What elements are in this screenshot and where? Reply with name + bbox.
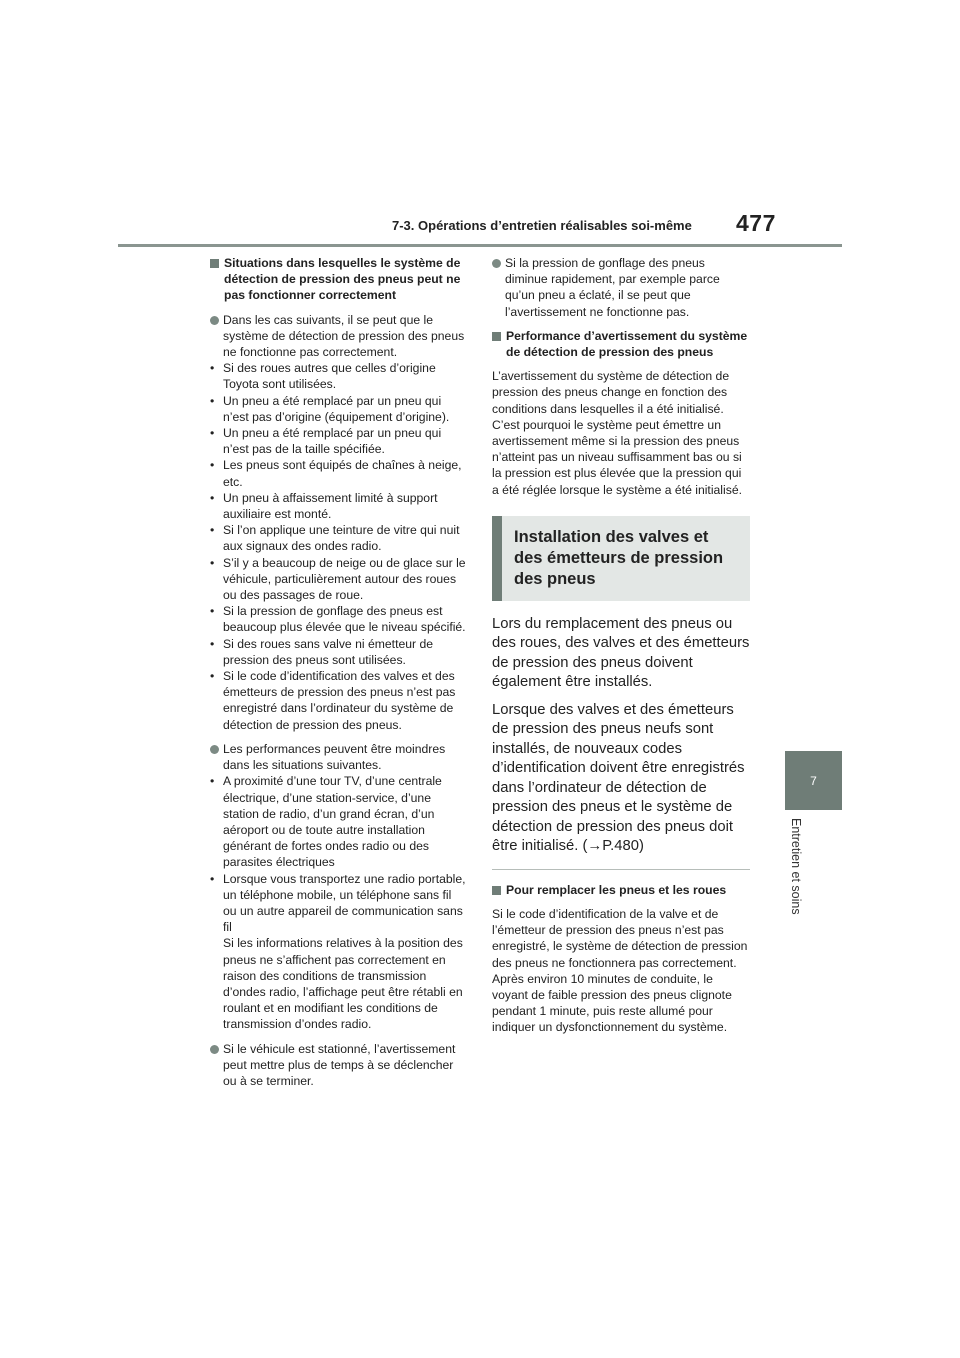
- chapter-label: Entretien et soins: [789, 818, 803, 915]
- left-column: [210, 255, 468, 1097]
- list-item-text: Si la pression de gonflage des pneus est beaucoup plus élevée que le niveau spécifié.: [223, 604, 466, 635]
- bullet-block: [210, 312, 468, 733]
- subsection-heading: [492, 882, 750, 898]
- list-item-text: Les pneus sont équipés de chaînes à neige, etc.: [223, 458, 462, 489]
- list-item: • S’il y a beaucoup de neige ou de glace sur le véhicule, particulièrement autour des roues ou des passages de roue.: [210, 555, 468, 604]
- list-item: • Lorsque vous transportez une radio portable, un téléphone mobile, un téléphone sans fil ou un autre appareil de communication sans fil: [210, 871, 468, 936]
- body-paragraph: Si le code d’identification de la valve et de l’émetteur de pression des pneus n’est pas enregistré, le système de détection de pression des pneus ne fonctionnera pas correctement. Après environ 10 minutes de conduite, le voyant de faible pression des pneus clignote pendant 1 minute, puis reste allumé pour indiquer un dysfonctionnement du système.: [492, 907, 748, 1035]
- list-item-text: S’il y a beaucoup de neige ou de glace sur le véhicule, particulièrement autour des roues ou des passages de roue.: [223, 555, 466, 603]
- heading-text: Situations dans lesquelles le système de détection de pression des pneus peut ne pas fonctionner correctement: [224, 256, 461, 303]
- bullet-paragraph: [210, 312, 468, 361]
- bullet-text: Dans les cas suivants, il se peut que le système de détection de pression des pneus ne fonctionne pas correctement.: [223, 312, 465, 360]
- heading-text: Pour remplacer les pneus et les roues: [506, 882, 727, 897]
- section-accent-bar: [492, 516, 502, 601]
- note-text: Si les informations relatives à la position des pneus ne s’affichent pas correctement en raison des conditions de transmission d’ondes radio, l’affichage peut être rétabli en roulant et en modifiant les conditions de transmission d’ondes radio.: [223, 936, 463, 1032]
- bullet-block: [210, 741, 468, 1033]
- section-heading-box: [492, 516, 750, 601]
- divider: [492, 869, 750, 870]
- body-paragraph-large: Lorsque des valves et des émetteurs de pression des pneus neufs sont installés, de nouveaux codes d’identification doivent être enregistrés dans l’ordinateur de détection de pression des pneus et le système de détection de pression des pneus doit être initialisé. (→P.480): [492, 701, 745, 855]
- header-rule: [118, 244, 842, 247]
- bullet-paragraph: [492, 255, 750, 320]
- list-item: • Un pneu a été remplacé par un pneu qui n’est pas d’origine (équipement d’origine).: [210, 393, 468, 425]
- square-bullet-icon: [492, 886, 501, 895]
- list-item: • Si l’on applique une teinture de vitre qui nuit aux signaux des ondes radio.: [210, 522, 468, 554]
- right-column: [492, 255, 750, 1044]
- square-bullet-icon: [210, 259, 219, 268]
- page-number: 477: [736, 210, 776, 236]
- square-bullet-icon: [492, 332, 501, 341]
- subsection-heading: [492, 328, 750, 360]
- list-item-text: Si des roues autres que celles d’origine Toyota sont utilisées.: [223, 361, 436, 392]
- list-item-text: Un pneu a été remplacé par un pneu qui n’est pas d’origine (équipement d’origine).: [223, 393, 450, 424]
- body-paragraph: L’avertissement du système de détection de pression des pneus change en fonction des conditions dans lesquelles il a été initialisé. C’est pourquoi le système peut émettre un avertissement même si la pression des pneus n’atteint pas un niveau suffisamment bas ou si la pression est plus élevée que la pression qui a été réglée lorsque le système a été initialisé.: [492, 369, 742, 497]
- bullet-block: [492, 255, 750, 320]
- circle-bullet-icon: [210, 1045, 219, 1054]
- bullet-paragraph: [210, 741, 468, 773]
- section-title: 7-3. Opérations d’entretien réalisables soi-même: [392, 218, 692, 233]
- list-item: • Si la pression de gonflage des pneus est beaucoup plus élevée que le niveau spécifié.: [210, 603, 468, 635]
- list-item-text: Un pneu a été remplacé par un pneu qui n’est pas de la taille spécifiée.: [223, 426, 442, 457]
- bullet-block: [210, 1041, 468, 1090]
- list-item-text: Si l’on applique une teinture de vitre qui nuit aux signaux des ondes radio.: [223, 523, 460, 554]
- circle-bullet-icon: [210, 316, 219, 325]
- bullet-text: Si la pression de gonflage des pneus diminue rapidement, par exemple parce qu’un pneu a éclaté, il se peut que l’avertissement ne fonctionne pas.: [505, 256, 720, 319]
- list-item-text: Si le code d’identification des valves et des émetteurs de pression des pneus n’est pas enregistré dans l’ordinateur du système de détection de pression des pneus.: [223, 669, 456, 732]
- section-heading: Installation des valves et des émetteurs de pression des pneus: [514, 527, 724, 588]
- list-item: • Les pneus sont équipés de chaînes à neige, etc.: [210, 457, 468, 489]
- circle-bullet-icon: [492, 259, 501, 268]
- list-item-text: Lorsque vous transportez une radio portable, un téléphone mobile, un téléphone sans fil ou un autre appareil de communication sans fil: [223, 871, 466, 935]
- list-item-text: Si des roues sans valve ni émetteur de pression des pneus sont utilisées.: [223, 636, 434, 667]
- heading-text: Performance d’avertissement du système de détection de pression des pneus: [506, 328, 748, 360]
- circle-bullet-icon: [210, 745, 219, 754]
- list-item: • Si des roues autres que celles d’origine Toyota sont utilisées.: [210, 360, 468, 392]
- list-item: • A proximité d’une tour TV, d’une centrale électrique, d’une station-service, d’une station de radio, d’un grand écran, d’un aéroport ou de toute autre installation générant de fortes ondes radio ou des parasites électriques: [210, 773, 468, 870]
- list-item: • Un pneu a été remplacé par un pneu qui n’est pas de la taille spécifiée.: [210, 425, 468, 457]
- bullet-paragraph: [210, 1041, 468, 1090]
- situation-list: [210, 773, 468, 935]
- body-paragraph-large: Lors du remplacement des pneus ou des roues, des valves et des émetteurs de pression des pneus doivent également être installés.: [492, 615, 750, 691]
- list-item-text: Un pneu à affaissement limité à support auxiliaire est monté.: [223, 490, 438, 522]
- list-item: • Un pneu à affaissement limité à support auxiliaire est monté.: [210, 490, 468, 522]
- bullet-text: Si le véhicule est stationné, l’avertissement peut mettre plus de temps à se déclencher ou à se terminer.: [223, 1041, 456, 1088]
- list-item-text: A proximité d’une tour TV, d’une centrale électrique, d’une station-service, d’une station de radio, d’un grand écran, d’un aéroport ou de toute autre installation générant de fortes ondes radio ou des parasites électriques: [223, 774, 442, 870]
- list-item: • Si des roues sans valve ni émetteur de pression des pneus sont utilisées.: [210, 636, 468, 668]
- bullet-text: Les performances peuvent être moindres dans les situations suivantes.: [223, 741, 446, 773]
- condition-list: [210, 360, 468, 733]
- list-item: • Si le code d’identification des valves et des émetteurs de pression des pneus n’est pas enregistré dans l’ordinateur du système de détection de pression des pneus.: [210, 668, 468, 733]
- chapter-tab[interactable]: [785, 751, 842, 810]
- subsection-heading: [210, 255, 468, 304]
- chapter-number: 7: [810, 773, 817, 788]
